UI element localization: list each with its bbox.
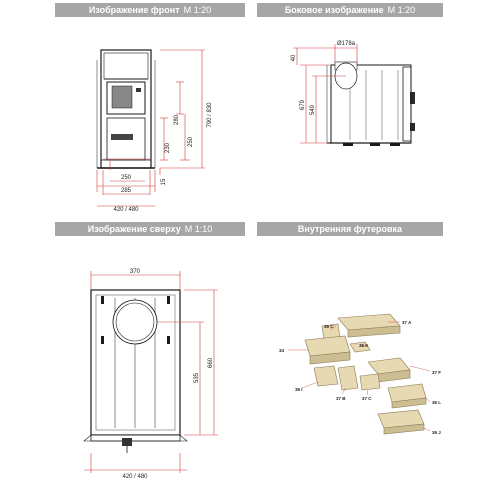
dim-230: 230	[165, 142, 171, 154]
lining-drawing	[250, 238, 500, 500]
label-36l: 36 L	[432, 400, 442, 405]
dim-285: 285	[120, 188, 132, 194]
ash-controls	[111, 134, 133, 140]
front-plinth	[91, 435, 180, 441]
front-view-drawing	[0, 20, 250, 220]
dim-790-830: 790 / 830	[207, 102, 213, 128]
side-panel-lines	[350, 70, 398, 140]
door-glass	[112, 86, 132, 108]
dim-370: 370	[129, 269, 141, 275]
label-37f: 37 F	[432, 370, 442, 375]
dim-549: 549	[310, 104, 316, 116]
top-view-title: Изображение сверху	[87, 224, 181, 234]
side-back-plate	[403, 67, 411, 141]
front-view-header	[55, 3, 245, 17]
top-view-drawing	[0, 238, 250, 500]
dim-660: 660	[208, 357, 214, 369]
brick-37c	[360, 374, 380, 390]
front-view-scale: М 1:20	[183, 5, 212, 15]
lining-title: Внутренняя футеровка	[297, 224, 403, 234]
label-36j: 36 J	[432, 430, 441, 435]
side-view-drawing	[250, 20, 500, 220]
top-view-header	[55, 222, 245, 236]
top-view-scale: М 1:10	[184, 224, 213, 234]
label-37c: 37 C	[362, 396, 372, 401]
side-view-scale: М 1:20	[387, 5, 416, 15]
dim-flue-diameter: Ø178a	[336, 41, 356, 47]
door-handle	[136, 88, 141, 92]
label-37a: 37 A	[402, 320, 412, 325]
front-view-title: Изображение фронт	[88, 5, 180, 15]
label-36k: 36 K	[359, 343, 369, 348]
brick-36i	[314, 366, 338, 386]
top-panel	[104, 53, 148, 79]
side-view-header	[257, 3, 443, 17]
dim-420-480-front: 420 / 480	[113, 207, 139, 213]
lining-header	[257, 222, 443, 236]
dim-40: 40	[291, 54, 297, 62]
stove-body	[101, 50, 151, 168]
dim-15: 15	[161, 178, 167, 186]
dim-250-vertical: 250	[188, 136, 194, 148]
lining-bricks	[305, 314, 426, 434]
side-view-title: Боковое изображение	[284, 5, 384, 15]
dim-280: 280	[174, 114, 180, 126]
label-34: 34	[279, 348, 285, 353]
label-36c: 36 C	[324, 324, 334, 329]
dim-535: 535	[194, 372, 200, 384]
dim-250-horizontal: 250	[120, 175, 132, 181]
dim-679: 679	[300, 99, 306, 111]
brick-37b	[338, 366, 358, 390]
dim-420-480-top: 420 / 480	[122, 474, 148, 480]
label-36i: 36 I	[295, 387, 303, 392]
top-handle	[122, 438, 132, 446]
label-37b: 37 B	[336, 396, 346, 401]
